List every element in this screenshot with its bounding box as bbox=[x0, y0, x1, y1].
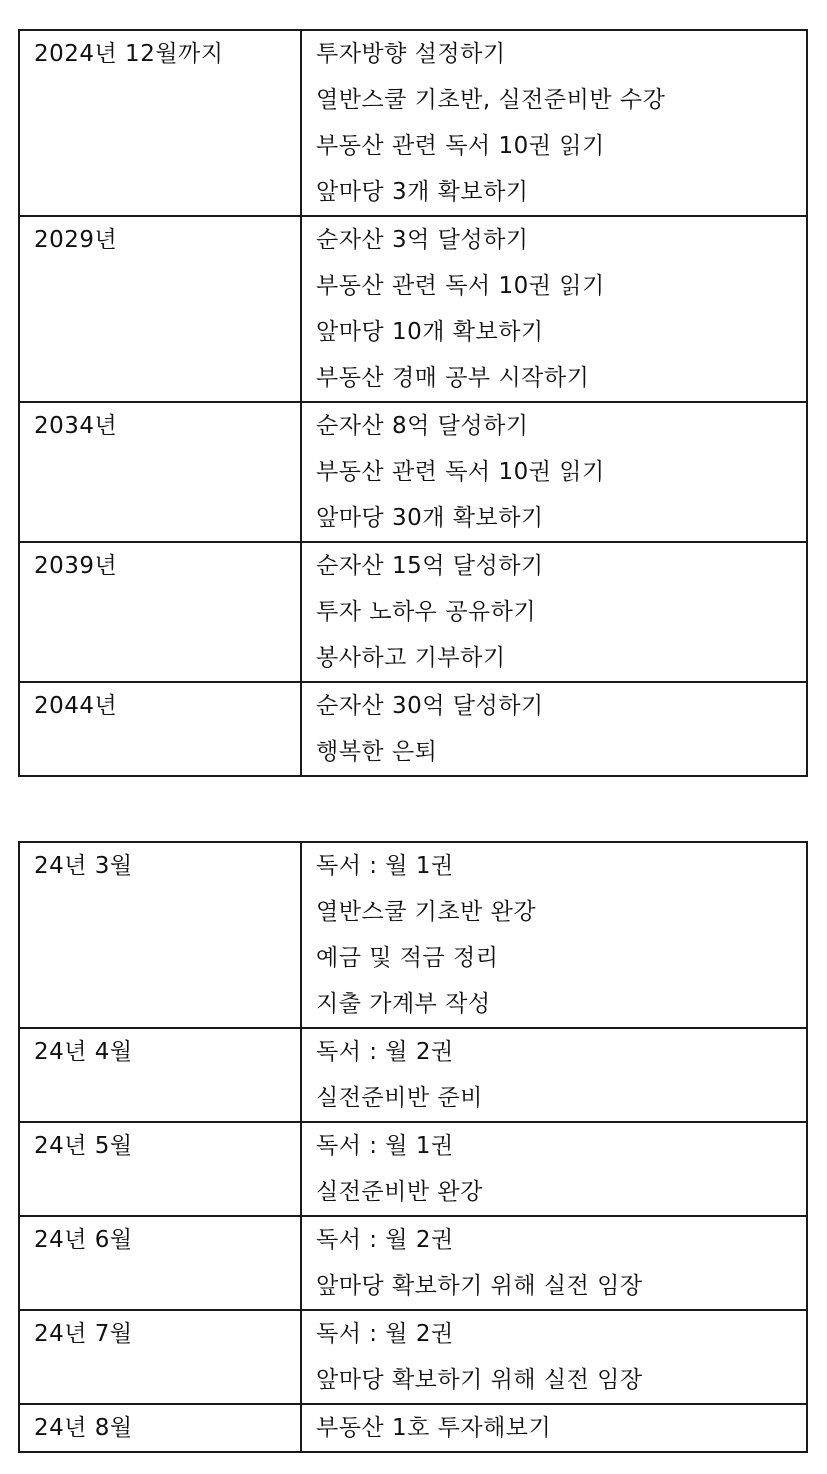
goals-cell bbox=[301, 216, 807, 402]
goal-item: 지출 가계부 작성 bbox=[316, 991, 491, 1017]
period-label: 24년 3월 bbox=[34, 853, 133, 879]
period-cell bbox=[19, 542, 301, 682]
table-row bbox=[19, 402, 807, 542]
goal-item: 독서 : 월 1권 bbox=[316, 853, 454, 879]
table-row bbox=[19, 1404, 807, 1452]
period-label: 2024년 12월까지 bbox=[34, 41, 224, 67]
period-cell bbox=[19, 842, 301, 1028]
goals-cell bbox=[301, 1028, 807, 1122]
period-label: 24년 7월 bbox=[34, 1321, 133, 1347]
goal-item: 부동산 경매 공부 시작하기 bbox=[316, 365, 590, 391]
goal-item: 투자 노하우 공유하기 bbox=[316, 599, 537, 625]
period-label: 2034년 bbox=[34, 413, 118, 439]
long-term-plan-table bbox=[18, 29, 808, 777]
long-term-plan-body bbox=[19, 30, 807, 776]
period-cell bbox=[19, 1216, 301, 1310]
table-row bbox=[19, 1122, 807, 1216]
table-row bbox=[19, 216, 807, 402]
goal-item: 독서 : 월 1권 bbox=[316, 1133, 454, 1159]
goal-item: 앞마당 확보하기 위해 실전 임장 bbox=[316, 1273, 643, 1299]
goal-item: 부동산 1호 투자해보기 bbox=[316, 1415, 552, 1441]
goal-item: 부동산 관련 독서 10권 읽기 bbox=[316, 459, 605, 485]
goal-item: 부동산 관련 독서 10권 읽기 bbox=[316, 133, 605, 159]
goals-cell bbox=[301, 1404, 807, 1452]
table-row bbox=[19, 542, 807, 682]
period-label: 2039년 bbox=[34, 553, 118, 579]
goal-item: 예금 및 적금 정리 bbox=[316, 945, 499, 971]
table-row bbox=[19, 842, 807, 1028]
goals-cell bbox=[301, 682, 807, 776]
period-cell bbox=[19, 1028, 301, 1122]
period-cell bbox=[19, 30, 301, 216]
goal-item: 앞마당 10개 확보하기 bbox=[316, 319, 544, 345]
goals-cell bbox=[301, 30, 807, 216]
goal-item: 부동산 관련 독서 10권 읽기 bbox=[316, 273, 605, 299]
goals-cell bbox=[301, 1216, 807, 1310]
period-label: 2029년 bbox=[34, 227, 118, 253]
goals-cell bbox=[301, 542, 807, 682]
goal-item: 독서 : 월 2권 bbox=[316, 1227, 454, 1253]
goal-item: 행복한 은퇴 bbox=[316, 739, 438, 765]
table-row bbox=[19, 682, 807, 776]
period-cell bbox=[19, 1122, 301, 1216]
period-cell bbox=[19, 1404, 301, 1452]
monthly-plan-body bbox=[19, 842, 807, 1452]
goal-item: 실전준비반 준비 bbox=[316, 1085, 483, 1111]
goal-item: 순자산 30억 달성하기 bbox=[316, 693, 544, 719]
goal-item: 순자산 3억 달성하기 bbox=[316, 227, 529, 253]
table-row bbox=[19, 1028, 807, 1122]
goal-item: 실전준비반 완강 bbox=[316, 1179, 483, 1205]
goals-cell bbox=[301, 1310, 807, 1404]
goals-cell bbox=[301, 842, 807, 1028]
goal-item: 순자산 8억 달성하기 bbox=[316, 413, 529, 439]
goal-item: 독서 : 월 2권 bbox=[316, 1321, 454, 1347]
period-cell bbox=[19, 682, 301, 776]
goal-item: 투자방향 설정하기 bbox=[316, 41, 506, 67]
goal-item: 순자산 15억 달성하기 bbox=[316, 553, 544, 579]
goal-item: 열반스쿨 기초반, 실전준비반 수강 bbox=[316, 87, 666, 113]
table-row bbox=[19, 1216, 807, 1310]
monthly-plan-table bbox=[18, 841, 808, 1453]
goal-item: 앞마당 확보하기 위해 실전 임장 bbox=[316, 1367, 643, 1393]
period-cell bbox=[19, 216, 301, 402]
period-cell bbox=[19, 1310, 301, 1404]
goals-cell bbox=[301, 402, 807, 542]
goal-item: 앞마당 3개 확보하기 bbox=[316, 179, 529, 205]
goal-item: 봉사하고 기부하기 bbox=[316, 645, 506, 671]
table-row bbox=[19, 1310, 807, 1404]
period-label: 24년 6월 bbox=[34, 1227, 133, 1253]
period-label: 24년 4월 bbox=[34, 1039, 133, 1065]
goals-cell bbox=[301, 1122, 807, 1216]
period-label: 2044년 bbox=[34, 693, 118, 719]
period-label: 24년 5월 bbox=[34, 1133, 133, 1159]
goal-item: 앞마당 30개 확보하기 bbox=[316, 505, 544, 531]
goal-item: 열반스쿨 기초반 완강 bbox=[316, 899, 537, 925]
table-row bbox=[19, 30, 807, 216]
period-label: 24년 8월 bbox=[34, 1415, 133, 1441]
goal-item: 독서 : 월 2권 bbox=[316, 1039, 454, 1065]
period-cell bbox=[19, 402, 301, 542]
